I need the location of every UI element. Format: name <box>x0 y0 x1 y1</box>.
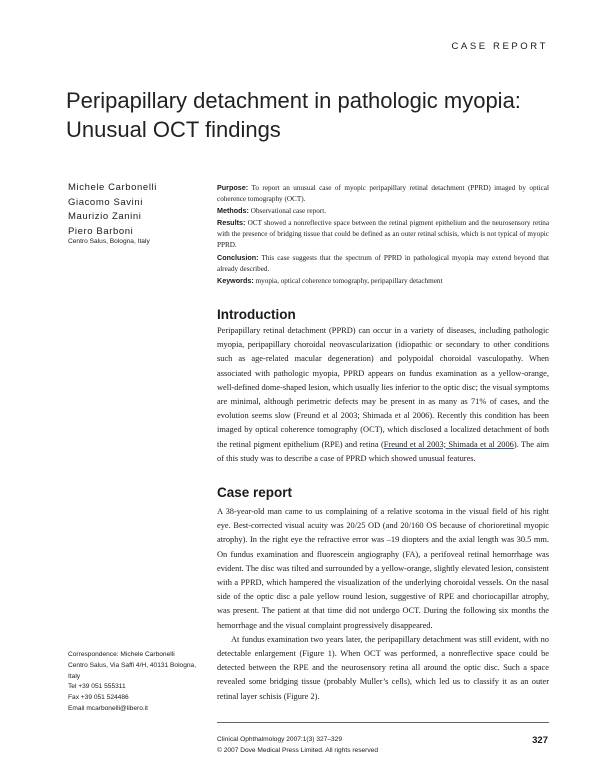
methods-label: Methods: <box>217 206 249 216</box>
page-number: 327 <box>532 735 548 746</box>
citation-link[interactable]: Freund et al 2003; Shimada et al 2006 <box>383 439 514 449</box>
intro-text-1: Peripapillary retinal detachment (PPRD) can occur in a variety of diseases, including pathologic myopia, peripapillary choroidal neovascularization (idiopathic or secondary to other conditions such as age-related macular degeneration) and polypoidal choroidal vasculopathy. When associated with pathologic myopia, PPRD appears on fundus examination as a yellow-orange, well-defined dome-shaped lesion, which usually lies inferior to the optic disc; the visual symptoms are minimal, although perimetric defects may be present in as many as 71% of cases, and the evolution seems slow (Freund et al 2003; Shimada et al 2006). Recently this condition has been imaged by optical coherence tomography (OCT), which disclosed a localized detachment of both the retinal pigment epithelium (RPE) and retina ( <box>217 326 549 449</box>
introduction-heading: Introduction <box>217 307 296 322</box>
introduction-body <box>217 324 549 466</box>
case-report-body <box>217 505 549 704</box>
intro-text-2: ). The aim of this study was to describe a case of PPRD which showed unusual features. <box>217 439 549 463</box>
title-line-2: Unusual OCT findings <box>66 117 281 142</box>
correspondence-email[interactable]: Email mcarbonelli@libero.it <box>68 704 148 712</box>
author: Piero Barboni <box>68 225 134 237</box>
section-label: CASE REPORT <box>451 41 548 52</box>
case-paragraph-1: A 38-year-old man came to us complaining of a relative scotoma in the visual field of his right eye. Best-corrected visual acuity was 20/25 OD (and 20/160 OS because of chorioretinal myopic atrophy). In the right eye the refractive error was –19 diopters and the axial length was 30.5 mm. On fundus examination and fluorescein angiography (FA), a perifoveal retinal hemorrhage was evident. The disc was tilted and surrounded by a yellow-orange, slightly elevated lesion, consistent with a PPRD, which hampered the visualization of the underlying choroidal vessels. On the nasal side of the optic disc a pale yellow round lesion, suggestive of RPE and choriocapillar atrophy, was present. The patient at that time did not undergo OCT. During the following six months the hemorrhage and the visual complaint progressively disappeared. <box>217 507 549 630</box>
abstract-methods <box>217 205 549 217</box>
copyright: © 2007 Dove Medical Press Limited. All rights reserved <box>217 747 378 754</box>
purpose-label: Purpose: <box>217 183 249 192</box>
footer-rule <box>217 722 549 723</box>
journal-citation: Clinical Ophthalmology 2007:1(3) 327–329 <box>217 736 342 743</box>
abstract <box>217 182 549 287</box>
author: Giacomo Savini <box>68 196 143 208</box>
results-label: Results: <box>217 218 246 228</box>
introduction-paragraph <box>217 324 549 466</box>
correspondence-name: Correspondence: Michele Carbonelli <box>68 651 175 658</box>
methods-text: Observational case report. <box>250 207 326 216</box>
purpose-text: To report an unusual case of myopic peripapillary retinal detachment (PPRD) imaged by optical coherence tomography (OCT). <box>217 184 549 203</box>
correspondence-country: Italy <box>68 672 81 680</box>
keywords-text: myopia, optical coherence tomography, peripapillary detachment <box>255 276 443 285</box>
abstract-keywords <box>217 275 549 287</box>
correspondence-tel: Tel +39 051 555311 <box>68 683 126 691</box>
author: Michele Carbonelli <box>68 182 157 193</box>
case-report-heading: Case report <box>217 485 293 500</box>
abstract-purpose <box>217 182 549 205</box>
case-paragraph-2: At fundus examination two years later, the peripapillary detachment was still evident, with no detectable enlargement (Figure 1). When OCT was performed, a nonreflective space could be detected between the RPE and the neurosensory retina all around the optic disc. Such a space revealed some bridging tissue (probably Muller’s cells), which led us to classify it as an outer retinal layer schisis (Figure 2). <box>217 634 549 701</box>
correspondence-block <box>68 650 218 715</box>
affiliation: Centro Salus, Bologna, Italy <box>68 238 150 245</box>
abstract-conclusion <box>217 252 549 275</box>
keywords-label: Keywords: <box>217 275 254 285</box>
conclusion-text: This case suggests that the spectrum of PPRD in pathological myopia may extend beyond that already described. <box>217 253 549 273</box>
correspondence-fax: Fax +39 051 524486 <box>68 694 129 702</box>
article-title <box>66 86 566 144</box>
conclusion-label: Conclusion: <box>217 252 259 262</box>
abstract-results <box>217 217 549 251</box>
title-line-1: Peripapillary detachment in pathologic myopia: <box>66 88 521 113</box>
author: Maurizio Zanini <box>68 211 142 222</box>
results-text: OCT showed a nonreflective space between the retinal pigment epithelium and the neurosensory retina with the presence of bridging tissue that could be defined as an outer retinal schisis, which is not typical of myopic PPRD. <box>217 219 550 250</box>
author-list <box>68 181 208 239</box>
correspondence-address: Centro Salus, Via Saffi 4/H, 40131 Bologna, <box>68 661 197 669</box>
